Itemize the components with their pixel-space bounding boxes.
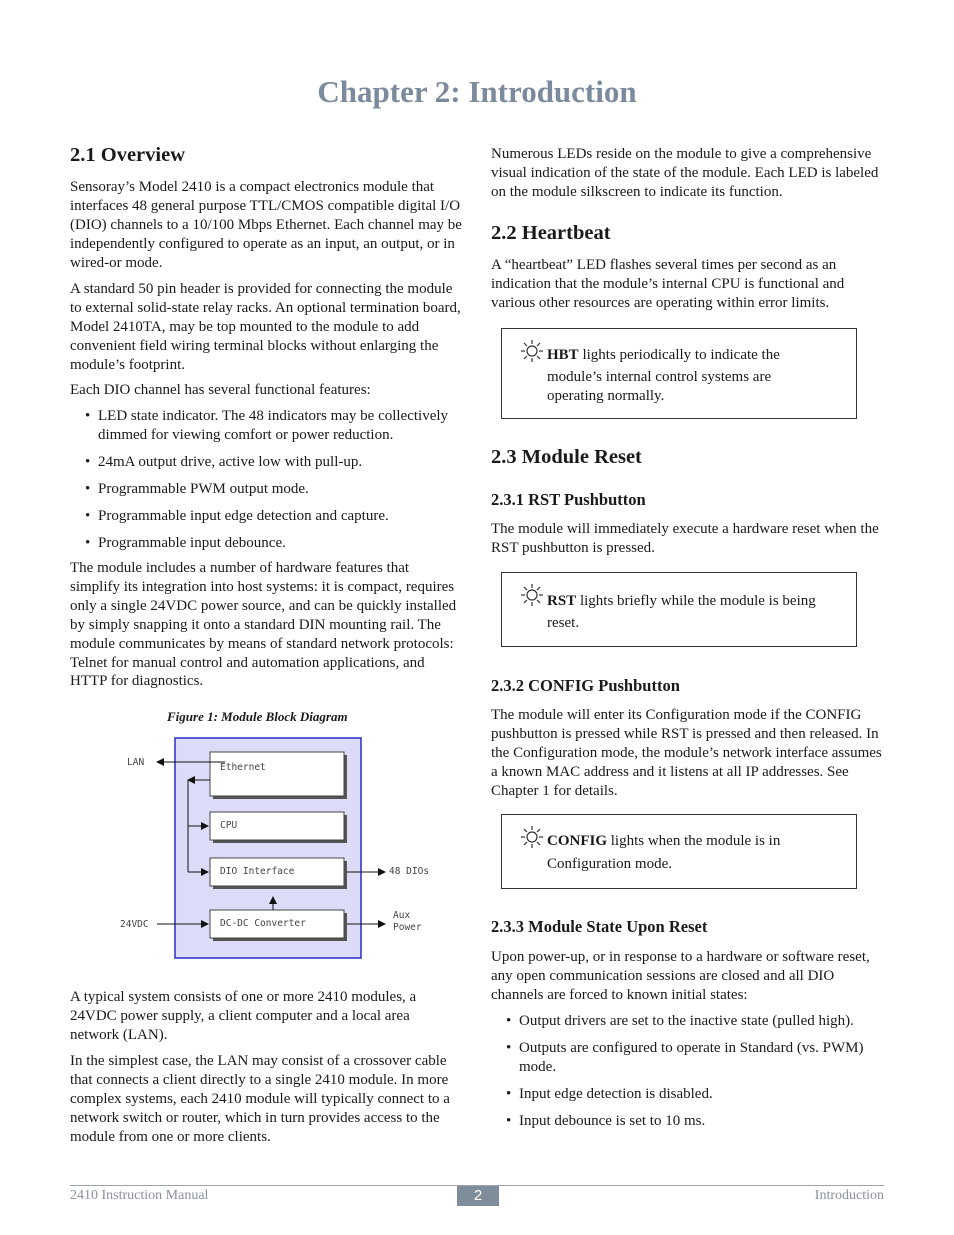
config-paragraph: The module will enter its Configuration mode if the CONFIG pushbutton is pressed while RST is pressed and then released. In the Configuration mode, the module’s network interface assumes a known MAC address and it listens at all IP addresses. See Chapter 1 for details. <box>491 707 882 799</box>
list-item: • Programmable input debounce. <box>70 534 462 553</box>
list-item: • 24mA output drive, active low with pull-up. <box>70 453 462 472</box>
hbt-note-line: module’s internal control systems are <box>547 369 772 385</box>
hbt-label: HBT <box>547 347 579 363</box>
overview-paragraph-4: The module includes a number of hardware features that simplify its integration into host systems: it is compact, requires only a single 24VDC power source, and can be quickly installed by simply snapping it onto a standard DIN mounting rail. The module communicates by means of standard network protocols: Telnet for manual control and automation applications, and HTTP for diagnostics. <box>70 560 457 690</box>
rst-note-box <box>501 572 857 647</box>
list-item: • Outputs are configured to operate in Standard (vs. PWM) mode. <box>491 1039 883 1077</box>
list-item: • Input debounce is set to 10 ms. <box>491 1112 883 1131</box>
page-title: Chapter 2: Introduction <box>317 74 637 109</box>
lan-label: LAN <box>127 757 145 768</box>
reset-state-list <box>491 1012 883 1131</box>
sun-icon <box>520 583 544 607</box>
list-item: • Input edge detection is disabled. <box>491 1085 883 1104</box>
rst-label: RST <box>547 593 577 609</box>
feature-list <box>70 407 462 552</box>
dios-label: 48 DIOs <box>389 866 430 877</box>
figure-caption: Figure 1: Module Block Diagram <box>167 709 348 724</box>
power-label: Power <box>393 922 422 933</box>
subsection-heading-config: 2.3.2 CONFIG Pushbutton <box>491 676 680 695</box>
leds-intro-paragraph: Numerous LEDs reside on the module to give a comprehensive visual indication of the state of the module. Each LED is labeled on the module silkscreen to indicate its function. <box>491 146 879 200</box>
ethernet-block <box>210 752 344 796</box>
overview-paragraph-1: Sensoray’s Model 2410 is a compact electronics module that interfaces 48 general purpose TTL/CMOS compatible digital I/O (DIO) channels to a 10/100 Mbps Ethernet. Each channel may be independently configured to operate as an input, an output, or in wired-or mode. <box>70 179 462 271</box>
dc-dc-converter-label: DC-DC Converter <box>220 918 306 929</box>
rst-note-text <box>547 590 816 634</box>
heartbeat-paragraph: A “heartbeat” LED flashes several times per second as an indication that the module’s internal CPU is functional and various other resources are operating within error limits. <box>491 257 845 311</box>
vdc-label: 24VDC <box>120 919 149 930</box>
ethernet-label: Ethernet <box>220 762 266 773</box>
subsection-heading-module-state: 2.3.3 Module State Upon Reset <box>491 917 708 936</box>
hbt-note-box <box>501 328 857 419</box>
list-item: • Output drivers are set to the inactive state (pulled high). <box>491 1012 883 1031</box>
rst-note-line: lights briefly while the module is being <box>576 593 816 609</box>
overview-paragraph-3: Each DIO channel has several functional features: <box>70 382 371 398</box>
config-note-line: lights when the module is in <box>607 833 781 849</box>
aux-label: Aux <box>393 910 411 921</box>
overview-paragraph-5: A typical system consists of one or more 2410 modules, a 24VDC power supply, a client computer and a local area network (LAN). <box>70 989 417 1043</box>
footer-manual-title: 2410 Instruction Manual <box>70 1188 209 1203</box>
footer-chapter-name: Introduction <box>814 1188 884 1203</box>
list-item: • Programmable PWM output mode. <box>70 480 462 499</box>
config-label: CONFIG <box>547 833 607 849</box>
dio-interface-label: DIO Interface <box>220 866 295 877</box>
hbt-note-line: lights periodically to indicate the <box>578 347 780 363</box>
page-number: 2 <box>457 1186 499 1206</box>
list-item: • Programmable input edge detection and capture. <box>70 507 462 526</box>
overview-paragraph-2: A standard 50 pin header is provided for connecting the module to external solid-state relay racks. An optional termination board, Model 2410TA, may be top mounted to the module to add convenient field wiring terminal blocks without enlarging the module’s footprint. <box>70 281 461 373</box>
sun-icon <box>520 339 544 363</box>
config-note-line: Configuration mode. <box>547 856 672 872</box>
section-heading-module-reset: 2.3 Module Reset <box>491 446 642 468</box>
subsection-heading-rst: 2.3.1 RST Pushbutton <box>491 490 646 509</box>
list-item: • LED state indicator. The 48 indicators may be collectively dimmed for viewing comfort or power reduction. <box>70 407 462 445</box>
overview-paragraph-6: In the simplest case, the LAN may consist of a crossover cable that connects a client directly to a single 2410 module. In more complex systems, each 2410 module will typically connect to a network switch or router, which in turn provides access to the module from one or more clients. <box>70 1053 450 1145</box>
module-state-paragraph: Upon power-up, or in response to a hardware or software reset, any open communication sessions are closed and all DIO channels are forced to known initial states: <box>491 949 870 1003</box>
section-heading-overview: 2.1 Overview <box>70 144 185 166</box>
hbt-note-text <box>547 345 780 406</box>
rst-paragraph: The module will immediately execute a hardware reset when the RST pushbutton is pressed. <box>491 521 879 556</box>
rst-note-line: reset. <box>547 615 580 631</box>
config-note-box <box>501 814 857 889</box>
config-note-text <box>547 830 780 876</box>
hbt-note-line: operating normally. <box>547 388 665 404</box>
module-block-diagram <box>110 730 450 965</box>
section-heading-heartbeat: 2.2 Heartbeat <box>491 222 611 244</box>
cpu-label: CPU <box>220 820 238 831</box>
sun-icon <box>520 825 544 849</box>
